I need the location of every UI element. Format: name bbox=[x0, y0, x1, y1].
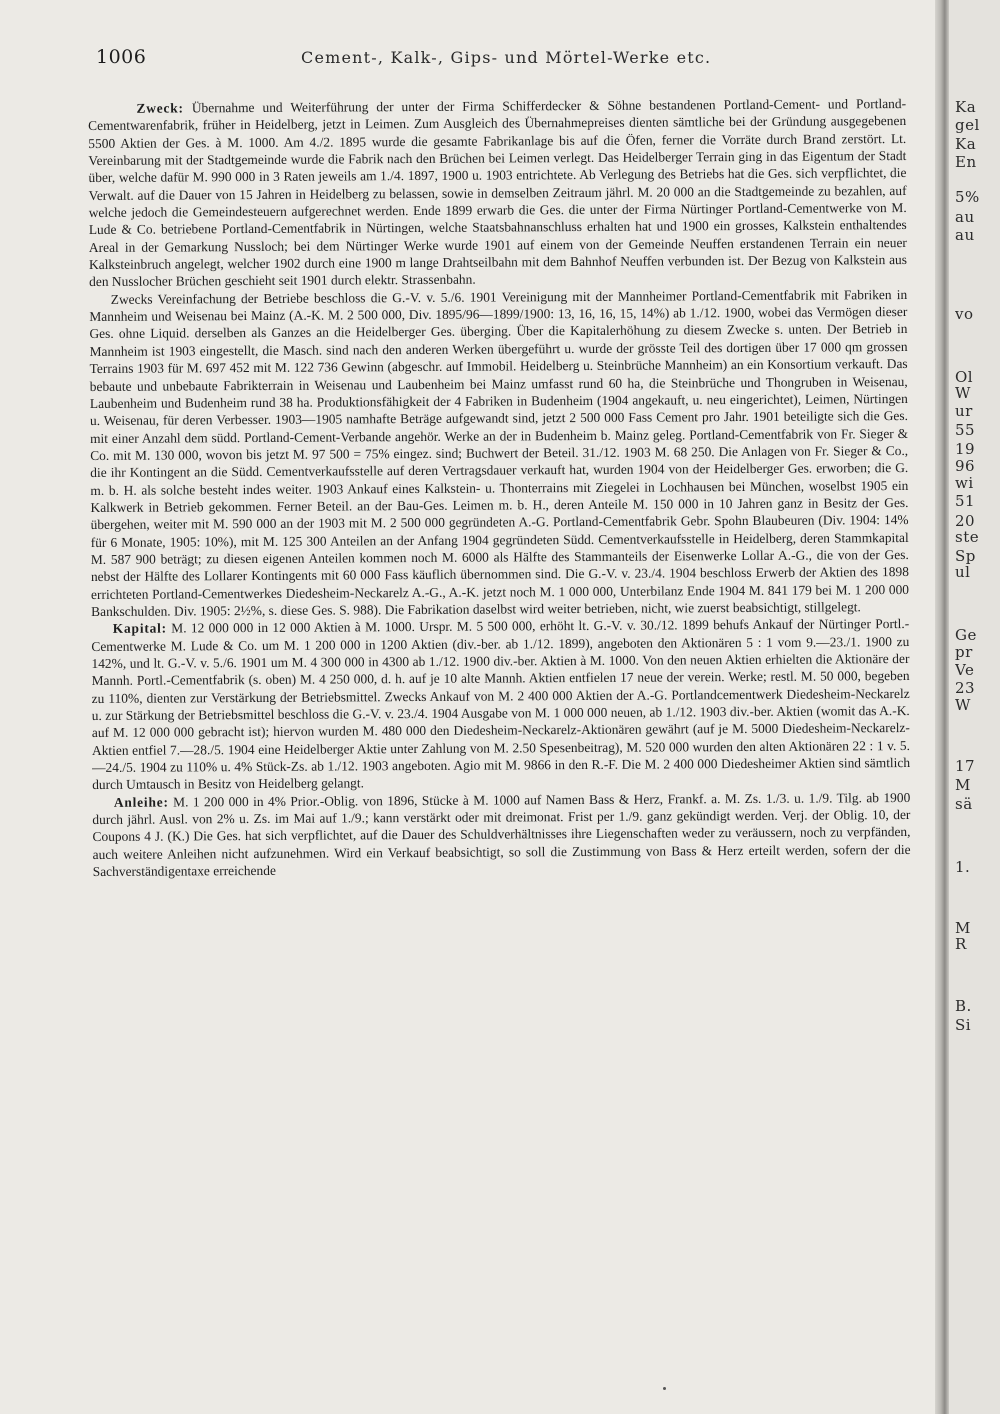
adjacent-page-fragment: Ol bbox=[955, 368, 974, 386]
page-header bbox=[96, 46, 936, 76]
adjacent-page-fragment: Ka bbox=[955, 135, 977, 153]
section-label-zweck: Zweck: bbox=[136, 100, 184, 116]
adjacent-page-fragment: M bbox=[955, 919, 971, 937]
section-label-kapital: Kapital: bbox=[112, 620, 167, 637]
adjacent-page-fragment: wi bbox=[955, 474, 974, 492]
adjacent-page-fragment: B. bbox=[955, 997, 972, 1015]
adjacent-page-fragment: 55 bbox=[955, 421, 976, 439]
adjacent-page-fragment: 96 bbox=[955, 457, 976, 475]
paragraph-zweck-2 bbox=[89, 286, 909, 621]
adjacent-page-fragment: 20 bbox=[955, 512, 976, 530]
section-label-anleihe: Anleihe: bbox=[113, 794, 169, 810]
adjacent-page-fragment: 23 bbox=[955, 679, 976, 697]
paragraph-text: M. 12 000 000 in 12 000 Aktien à M. 1000. Urspr. M. 5 500 000, erhöht lt. G.-V. v. 30./12. 1899 behufs Ankauf der Nürtinger Portl.-Cementwerke M. Lude & Co. um M. 1 200 000 in 1200 Aktien (div.-ber. ab 1./12. 1899), angeboten den Aktionären 5 : 1 vom 9.—23./1. 1900 zu 142%, und lt. G.-V. v. 5./6. 1901 um M. 4 300 000 in 4300 ab 1./12. 1900 div.-ber. Aktien à M. 1000. Von den neuen Aktien erhielten die Aktionäre der Mannh. Portl.-Cementfabrik (s. oben) M. 4 250 000, d. h. auf je 10 alte Mannh. Aktien entfielen 17 neue der verein. Werke; restl. M. 50 000, begeben zu 110%, dienten zur Verstärkung der Betriebsmittel. Zwecks Ankauf von M. 2 400 000 Aktien der A.-G. Portlandcementwerk Diedesheim-Neckarelz u. zur Stärkung der Betriebsmittel beschloss die G.-V. v. 23./4. 1904 Ausgabe von M. 1 000 000 neuen, ab 1./12. 1903 div.-ber. Aktien (womit das A.-K. auf M. 12 000 000 gebracht ist); hiervon wurden M. 480 000 den Diedesheim-Neckarelz-Aktionären gewährt (auf je M. 5000 Diedesheim-Neckarelz-Aktien entfiel 7.—28./5. 1904 eine Heidelberger Aktie unter Zahlung von M. 2.50 Spesenbeitrag), M. 520 000 wurden den alten Aktionären 22 : 1 v. 5.—24./5. 1904 zu 110% u. 4% Stück-Zs. ab 1./12. 1903 angeboten. Agio mit M. 9866 in den R.-F. Die M. 2 400 000 Diedesheimer Aktien sind sämtlich durch Umtausch in Besitz von Heidelberg gelangt. bbox=[91, 616, 911, 793]
paragraph-anleihe bbox=[92, 789, 911, 881]
paragraph-text: Übernahme und Weiterführung der unter der Firma Schifferdecker & Söhne bestandenen Portland-Cement- und Portland-Cementwarenfabrik, früher in Heidelberg, jetzt in Leimen. Zum Ausgleich des Übernahmepreises dienten sämtliche bei der Gründung ausgegebenen 5500 Aktien der Ges. à M. 1000. Am 4./2. 1895 wurde die gesamte Fabrikanlage bis auf die Öfen, ferner die Vorräte durch Brand zerstört. Lt. Vereinbarung mit der Stadtgemeinde wurde die Fabrik nach den Brüchen bei Leimen verlegt. Das Heidelberger Terrain ging in das Eigentum der Stadt über, welche dafür M. 990 000 in 3 Raten jeweils am 1./4. 1897, 1900 u. 1903 entrichtete. Ab Verlegung des Betriebs hat die Ges. sich verpflichtet, die Verwalt. auf die Dauer von 15 Jahren in Heidelberg zu belassen, sowie in demselben Zeitraum jährl. M. 20 000 an die Stadtgemeinde zu bezahlen, auf welche jedoch die Gemeindesteuern aufgerechnet werden. Ende 1899 erwarb die Ges. die unter der Firma Nürtinger Portland-Cementwerke von M. Lude & Co. betriebene Portland-Cementfabrik in Nürtingen, welche Staatsbahnanschluss erhalten hat und 1900 ein grosses, Kalkstein enthaltendes Areal in der Gemarkung Nussloch; bei dem Nürtinger Werke wurde 1901 auf einem von der Gemeinde Neuffen erstandenen Terrain ein neuer Kalksteinbruch angelegt, welcher 1902 durch eine 1900 m lange Drahtseilbahn mit dem Bahnhof Neuffen verbunden ist. Der Bezug von Kalkstein aus den Nusslocher Brüchen geschieht seit 1901 durch elektr. Strassenbahn. bbox=[88, 96, 908, 290]
paragraph-kapital bbox=[91, 615, 910, 793]
book-gutter bbox=[935, 0, 949, 1414]
adjacent-page-fragment: ul bbox=[955, 563, 971, 581]
print-speck bbox=[663, 1387, 666, 1390]
adjacent-page-fragment: Ge bbox=[955, 626, 977, 644]
adjacent-page-fragment: 5% bbox=[955, 188, 980, 206]
adjacent-page-fragment: pr bbox=[955, 643, 973, 661]
adjacent-page-fragment: Sp bbox=[955, 547, 976, 565]
adjacent-page-fragment: Ve bbox=[955, 661, 975, 679]
adjacent-page-fragment: au bbox=[955, 226, 975, 244]
adjacent-page-fragment: M bbox=[955, 776, 971, 794]
adjacent-page-fragment: vo bbox=[955, 305, 974, 323]
adjacent-page-fragment: Si bbox=[955, 1016, 972, 1034]
adjacent-page-fragment: 19 bbox=[955, 440, 976, 458]
adjacent-page-fragment: ste bbox=[955, 528, 980, 546]
paragraph-text: Zwecks Vereinfachung der Betriebe beschloss die G.-V. v. 5./6. 1901 Vereinigung mit der Mannheimer Portland-Cementfabrik mit Fabriken in Mannheim und Weisenau bei Mainz (A.-K. M. 2 500 000, Div. 1895/96—1899/1900: 13, 16, 16, 15, 14%) ab 1./12. 1900, wobei das Vermögen dieser Ges. ohne Liquid. derselben als Ganzes an die Heidelberger Ges. überging. Über die Kapitalerhöhung zu diesem Zwecke s. unten. Der Betrieb in Mannheim ist 1903 eingestellt, die Masch. sind nach den anderen Werken übergeführt u. wurde der grösste Teil des dortigen über 17 000 qm grossen Terrains 1903 für M. 697 452 mit M. 122 736 Gewinn (abgeschr. auf Immobil. Heidelberg u. Steinbrüche Mannheim) an ein Konsortium verkauft. Das bebaute und unbebaute Fabrikterrain in Weisenau und Laubenheim bei Mainz umfasst rund 60 ha, die Steinbrüche und Thongruben in Weisenau, Laubenheim und Budenheim rund 38 ha. Produktionsfähigkeit der 4 Fabriken in Budenheim (1904 angekauft, u. neu eingerichtet), Leimen, Nürtingen u. Weisenau, für deren Verbesser. 1903—1905 namhafte Beträge aufgewandt sind, jetzt 2 500 000 Fass Cement pro Jahr. 1901 beteiligte sich die Ges. mit einer Anzahl dem südd. Portland-Cement-Verbande angehör. Werke an der in Budenheim b. Mainz geleg. Portland-Cementfabrik von Fr. Sieger & Co. mit M. 130 000, wovon bis jetzt M. 97 500 = 75% eingez. sind; Buchwert der Beteil. 31./12. 1903 M. 68 250. Die Anlagen von Fr. Sieger & Co., die ihr Kontingent an die Südd. Cementverkaufsstelle auf deren Vertragsdauer verkauft hat, wurden 1904 von der Heidelberger Ges. erworben; die G. m. b. H. als solche besteht indes weiter. 1903 Ankauf eines Kalkstein- u. Thonterrains mit Ziegelei in Lochhausen bei München, woselbst 1905 ein Kalkwerk in Betrieb gekommen. Ferner Beteil. an der Bau-Ges. Leimen m. b. H., deren Anteile M. 150 000 in 10 Jahren ganz in Besitz der Ges. übergehen, weiter mit M. 590 000 an der 1903 mit M. 2 500 000 gegründeten A.-G. Portland-Cementfabrik Gebr. Spohn Blaubeuren (Div. 1904: 14% für 6 Monate, 1905: 10%), mit M. 125 300 Anteilen an der Anfang 1904 gegründeten Südd. Cementverkaufsstelle in Heidelberg, deren Stammkapital M. 587 900 beträgt; zu diesen eigenen Anteilen kommen noch M. 6000 als Hälfte des Stammanteils der Eisenwerke Lollar A.-G., die von der Ges. nebst der Hälfte des Lollarer Kontingents mit 60 000 Fass käuflich übernommen sind. Die G.-V. v. 23./4. 1904 beschloss Erwerb der Aktien des 1898 errichteten Portland-Cementwerkes Diedesheim-Neckarelz A.-G., A.-K. jetzt noch M. 1 000 000, Unterbilanz Ende 1904 M. 841 179 bei M. 1 200 000 Bankschulden. Div. 1905: 2½%, s. diese Ges. S. 988). Die Fabrikation daselbst wird weiter betrieben, nicht, wie zuerst beabsichtigt, stillgelegt. bbox=[89, 286, 910, 619]
body-text bbox=[88, 95, 911, 880]
paragraph-text: M. 1 200 000 in 4% Prior.-Oblig. von 1896, Stücke à M. 1000 auf Namen Bass & Herz, Frankf. a. M. Zs. 1./3. u. 1./9. Tilg. ab 1900 durch jährl. Ausl. von 2% u. Zs. im Mai auf 1./9.; kann verstärkt oder mit dreimonat. Frist per 1./9. ganz gekündigt werden. Verj. der Oblig. 10, der Coupons 4 J. (K.) Die Ges. hat sich verpflichtet, auf die Dauer des Schuldverhältnisses ihre Liegenschaften weder zu veräussern, noch zu verpfänden, auch weitere Anleihen nicht aufzunehmen. Wird ein Verkauf beabsichtigt, so soll die Zustimmung von Bass & Herz erteilt werden, sofern der die Sachverständigentaxe erreichende bbox=[92, 789, 911, 880]
paragraph-zweck-1 bbox=[88, 95, 907, 291]
adjacent-page-fragment: ur bbox=[955, 402, 973, 420]
adjacent-page-fragment: au bbox=[955, 208, 975, 226]
adjacent-page-fragment: 1. bbox=[955, 858, 971, 876]
adjacent-page-fragment: Ka bbox=[955, 98, 977, 116]
adjacent-page-fragment: 51 bbox=[955, 492, 976, 510]
page-number: 1006 bbox=[96, 46, 147, 68]
adjacent-page-fragment: R bbox=[955, 935, 967, 953]
adjacent-page-fragment: sä bbox=[955, 795, 973, 813]
adjacent-page-fragment: En bbox=[955, 153, 977, 171]
adjacent-page-fragment: W bbox=[955, 696, 971, 714]
adjacent-page-fragment: gel bbox=[955, 116, 980, 134]
running-head: Cement-, Kalk-, Gips- und Mörtel-Werke etc. bbox=[301, 48, 712, 67]
adjacent-page-fragment: W bbox=[955, 384, 971, 402]
adjacent-page-fragment: 17 bbox=[955, 757, 976, 775]
